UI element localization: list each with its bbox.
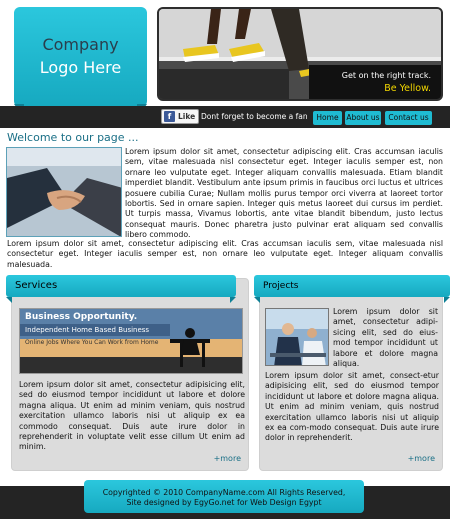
footer [84, 480, 364, 513]
nav-about-link[interactable]: About us [345, 111, 381, 125]
hero-caption-line-1: Get on the right track. [341, 71, 431, 80]
projects-more-link[interactable]: +more [407, 454, 435, 463]
services-ribbon-right [230, 297, 236, 303]
like-label: Like [178, 112, 196, 121]
banner-tagline: Online Jobs Where You Can Work from Home [25, 339, 159, 346]
welcome-title: Welcome to our page ... [7, 131, 139, 144]
logo-line-1: Company [42, 35, 119, 54]
header [0, 0, 450, 130]
projects-ribbon-left [254, 297, 260, 303]
services-title: Services [6, 275, 236, 297]
welcome-paragraph-2: Lorem ipsum dolor sit amet, consectetur adipiscing elit. Cras accumsan iaculis sem, vitae malesuada nisl consectetur eget. Integer iaculis semper est, non ornare leo vulputate eget. Integer aliquam convallis malesuada. [7, 239, 443, 269]
copyright-text: Copyrighted © 2010 CompanyName.com All Rights Reserved, [102, 488, 346, 497]
banner-title: Business Opportunity. [25, 312, 138, 322]
nav-home-link[interactable]: Home [313, 111, 342, 125]
services-box [11, 278, 249, 471]
projects-text-2: Lorem ipsum dolor sit amet, consect-etur adipisicing elit, sed do eiusmod tempor incididunt ut labore et dolore magna aliqua. Ut enim ad minim veniam, quis nostrud exercitation ullamco laboris nisi ut aliquip ex ea com-modo consequat. Duis aute irure dolor in reprehenderit. [265, 371, 439, 443]
projects-ribbon-right [444, 297, 450, 303]
meeting-image [265, 308, 329, 366]
facebook-icon: f [164, 111, 175, 122]
handshake-illustration [7, 148, 122, 237]
designer-credit-text: Site designed by EgyGo.net for Web Design Egypt [126, 498, 322, 507]
company-logo[interactable] [14, 7, 147, 107]
services-ribbon-left [6, 297, 12, 303]
projects-text-1: Lorem ipsum dolor sit amet, consectetur adipi-sicing elit, sed do eius-mod tempor incididunt ut labore et dolore magna aliqua. [333, 307, 438, 369]
services-more-link[interactable]: +more [213, 454, 241, 463]
projects-box [259, 278, 443, 471]
facebook-like-button[interactable] [161, 109, 199, 124]
meeting-illustration [266, 309, 329, 366]
projects-title: Projects [254, 275, 450, 297]
welcome-paragraph-1: Lorem ipsum dolor sit amet, consectetur adipiscing elit. Cras accumsan iaculis sem, vitae malesuada nisl consectetur eget. Integer iaculis semper est, non ornare leo vulputate eget. Integer aliquam convallis malesuada. Etiam blandit imperdiet blandit. Vestibulum ante ipsum primis in faucibus orci luctus et ultrices posuere cubilia Curae; Nullam mollis purus tempor orci viverra at laoreet tortor lobortis. Sed in ornare sapien. Integer quis metus laoreet dui cursus im perdiet. Ut turpis massa, Vivamus lobortis, ante vitae blandit bibendum, justo lectus consequat mauris. Donec pharetra justo pulvinar erat aliquam sed convallis libero commodo. [125, 147, 443, 240]
logo-line-2: Logo Here [39, 58, 122, 77]
handshake-image [6, 147, 122, 237]
hero-banner [157, 7, 443, 101]
banner-subtitle: Independent Home Based Business [20, 324, 170, 336]
become-fan-text: Dont forget to become a fan [201, 112, 308, 121]
services-text: Lorem ipsum dolor sit amet, consectetur adipisicing elit, sed do eiusmod tempor incididunt ut labore et dolore magna aliqua. Ut enim ad minim veniam, quis nostrud exercitation ullamco laboris nisi ut aliquip ex ea commodo consequat. Duis aute irure dolor in reprehenderit in voluptate velit esse cillum Ut enim ad minim. [19, 380, 245, 452]
hero-caption-line-2: Be Yellow. [384, 83, 431, 94]
business-opportunity-banner [19, 308, 243, 374]
nav-contact-link[interactable]: Contact us [385, 111, 432, 125]
hero-caption [342, 71, 431, 94]
